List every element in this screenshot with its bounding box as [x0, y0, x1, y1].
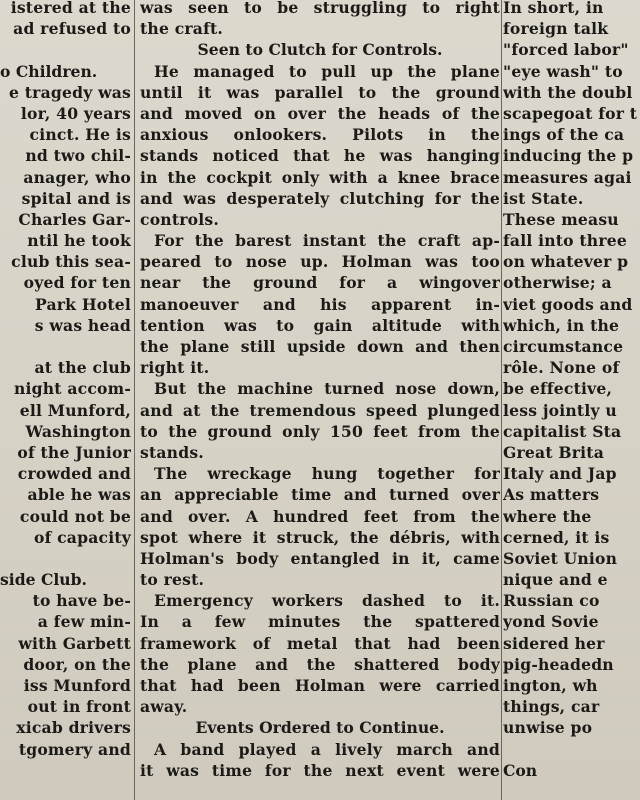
middle-column-text-line: spot where it struck, the débris, with: [140, 527, 500, 547]
right-column-text-line: yond Sovie: [503, 612, 599, 632]
middle-column-text-line: in the cockpit only with a knee brace: [140, 167, 500, 187]
middle-column-text-line: until it was parallel to the ground: [140, 82, 500, 102]
left-column-spacer: [0, 548, 133, 569]
right-column-text-line: cerned, it is: [503, 527, 610, 547]
right-column-text-line: circumstance: [503, 337, 624, 356]
middle-column-text-line: and was desperately clutching for the: [140, 188, 500, 208]
middle-column-text-line: near the ground for a wingover: [140, 273, 500, 293]
left-column-text-line: Washington: [25, 421, 131, 441]
left-column-text-line: s was head: [34, 315, 131, 335]
right-column-text-line: foreign talk: [503, 19, 609, 39]
right-column-text-line: Soviet Union: [503, 548, 618, 568]
middle-column-text-line: it was time for the next event were: [140, 760, 500, 780]
left-column-text-line: xicab drivers: [16, 718, 131, 738]
column-rule-left: [134, 0, 135, 800]
right-column-text-line: measures agai: [503, 167, 632, 187]
right-column-text-line: be effective,: [503, 379, 613, 399]
left-column-text-line: could not be: [19, 506, 131, 526]
left-column-text-line: night accom-: [13, 379, 131, 399]
right-column-text-line: scapegoat for t: [503, 103, 638, 123]
middle-column-text-line: away.: [140, 697, 188, 717]
middle-column-text-line: The wreckage hung together for: [154, 464, 500, 484]
left-column-text-line: door, on the: [23, 654, 131, 674]
middle-column-text-line: stands noticed that he was hanging: [140, 146, 500, 166]
middle-column-text-line: the plane still upside down and then: [140, 337, 500, 356]
middle-column-text-line: framework of metal that had been: [140, 633, 500, 653]
middle-column-text-line: was seen to be struggling to right: [140, 0, 500, 17]
left-column-text-line: iss Munford: [23, 676, 131, 695]
right-column-text-line: Italy and Jap: [503, 464, 617, 484]
right-column-text-line: which, in the: [503, 315, 620, 335]
left-column-text-line: ad refused to: [13, 19, 131, 39]
right-column-text-line: nique and e: [503, 570, 608, 590]
middle-column-text-line: Emergency workers dashed to it.: [154, 591, 500, 611]
left-column-spacer: [0, 39, 133, 60]
left-column-text-line: anager, who: [23, 167, 131, 187]
right-column-text-line: otherwise; a: [503, 273, 612, 293]
middle-column-text-line: In a few minutes the spattered: [140, 612, 500, 632]
right-column-text-line: As matters: [503, 485, 600, 505]
right-column-text-line: "eye wash" to: [503, 61, 623, 81]
right-column-text-line: These measu: [503, 209, 619, 229]
middle-column-text-line: and at the tremendous speed plunged: [140, 400, 500, 420]
middle-column-text-line: But the machine turned nose down,: [154, 379, 500, 399]
right-column-text-line: pig-headedn: [503, 654, 614, 674]
left-column-text-line: with Garbett: [18, 633, 131, 653]
right-column-text-line: on whatever p: [503, 252, 629, 272]
right-column-text-line: ings of the ca: [503, 125, 625, 145]
middle-column-text-line: the plane and the shattered body: [140, 654, 500, 674]
right-column-spacer: [503, 739, 640, 760]
middle-column-text-line: to rest.: [140, 570, 205, 590]
right-column-text-line: ist State.: [503, 188, 584, 208]
left-column-text-line: at the club: [34, 358, 131, 378]
left-column: [0, 0, 133, 760]
right-column-text-line: sidered her: [503, 633, 605, 653]
middle-column-text-line: the craft.: [140, 19, 224, 39]
middle-column-text-line: He managed to pull up the plane: [154, 61, 500, 81]
middle-column-text-line: For the barest instant the craft ap-: [154, 231, 500, 251]
middle-column: [140, 0, 500, 781]
left-column-text-line: Park Hotel: [34, 294, 131, 314]
left-column-text-line: istered at the: [10, 0, 131, 17]
right-column-text-line: unwise po: [503, 718, 593, 738]
right-column-text-line: things, car: [503, 697, 600, 717]
middle-column-text-line: right it.: [140, 358, 210, 378]
left-column-text-line: oyed for ten: [23, 273, 131, 293]
middle-column-subheading: Events Ordered to Continue.: [195, 718, 445, 738]
left-column-subheading: side Club.: [0, 570, 87, 590]
middle-column-text-line: an appreciable time and turned over: [140, 485, 500, 505]
right-column-text-line: inducing the p: [503, 146, 634, 166]
right-column-text-line: viet goods and: [503, 294, 633, 314]
left-column-text-line: e tragedy was: [9, 82, 131, 102]
right-column-text-line: capitalist Sta: [503, 421, 622, 441]
right-column-text-line: rôle. None of: [503, 358, 620, 378]
left-column-text-line: out in front: [27, 697, 131, 717]
left-column-text-line: club this sea-: [11, 252, 131, 272]
middle-column-text-line: to the ground only 150 feet from the: [140, 421, 500, 441]
middle-column-text-line: and over. A hundred feet from the: [140, 506, 500, 526]
left-column-text-line: able he was: [27, 485, 131, 505]
middle-column-text-line: manoeuver and his apparent in-: [140, 294, 500, 314]
left-column-text-line: tgomery and: [18, 739, 131, 759]
right-column: [503, 0, 640, 781]
column-rule-right: [501, 0, 502, 800]
right-column-text-line: where the: [503, 506, 592, 526]
middle-column-text-line: that had been Holman were carried: [140, 676, 500, 695]
left-column-text-line: lor, 40 years: [20, 103, 131, 123]
left-column-text-line: Charles Gar-: [18, 209, 131, 229]
middle-column-text-line: anxious onlookers. Pilots in the: [140, 125, 500, 145]
right-column-text-line: In short, in: [503, 0, 604, 17]
middle-column-text-line: tention was to gain altitude with: [140, 315, 500, 335]
left-column-text-line: nd two chil-: [25, 146, 131, 166]
right-column-text-line: with the doubl: [503, 82, 633, 102]
left-column-text-line: spital and is: [21, 188, 131, 208]
middle-column-text-line: controls.: [140, 209, 219, 229]
right-column-text-line: Great Brita: [503, 442, 605, 462]
left-column-spacer: [0, 336, 133, 357]
left-column-text-line: ntil he took: [27, 231, 131, 251]
middle-column-text-line: A band played a lively march and: [154, 739, 500, 759]
middle-column-subheading: Seen to Clutch for Controls.: [197, 40, 443, 60]
left-column-subheading: o Children.: [0, 61, 98, 81]
middle-column-text-line: stands.: [140, 442, 204, 462]
left-column-text-line: to have be-: [32, 591, 131, 611]
right-column-text-line: ington, wh: [503, 676, 598, 695]
right-column-text-line: less jointly u: [503, 400, 617, 420]
middle-column-text-line: and moved on over the heads of the: [140, 103, 500, 123]
left-column-text-line: cinct. He is: [29, 125, 131, 145]
left-column-text-line: of capacity: [33, 527, 131, 547]
right-column-text-line: "forced labor": [503, 40, 629, 60]
right-column-text-line: fall into three: [503, 231, 627, 251]
right-column-text-line: Russian co: [503, 591, 600, 611]
middle-column-text-line: Holman's body entangled in it, came: [140, 548, 500, 568]
left-column-text-line: ell Munford,: [19, 400, 131, 420]
middle-column-text-line: peared to nose up. Holman was too: [140, 252, 500, 272]
left-column-text-line: of the Junior: [17, 442, 131, 462]
right-column-subheading: Con: [503, 760, 538, 780]
left-column-text-line: crowded and: [17, 464, 131, 484]
left-column-text-line: a few min-: [37, 612, 131, 632]
